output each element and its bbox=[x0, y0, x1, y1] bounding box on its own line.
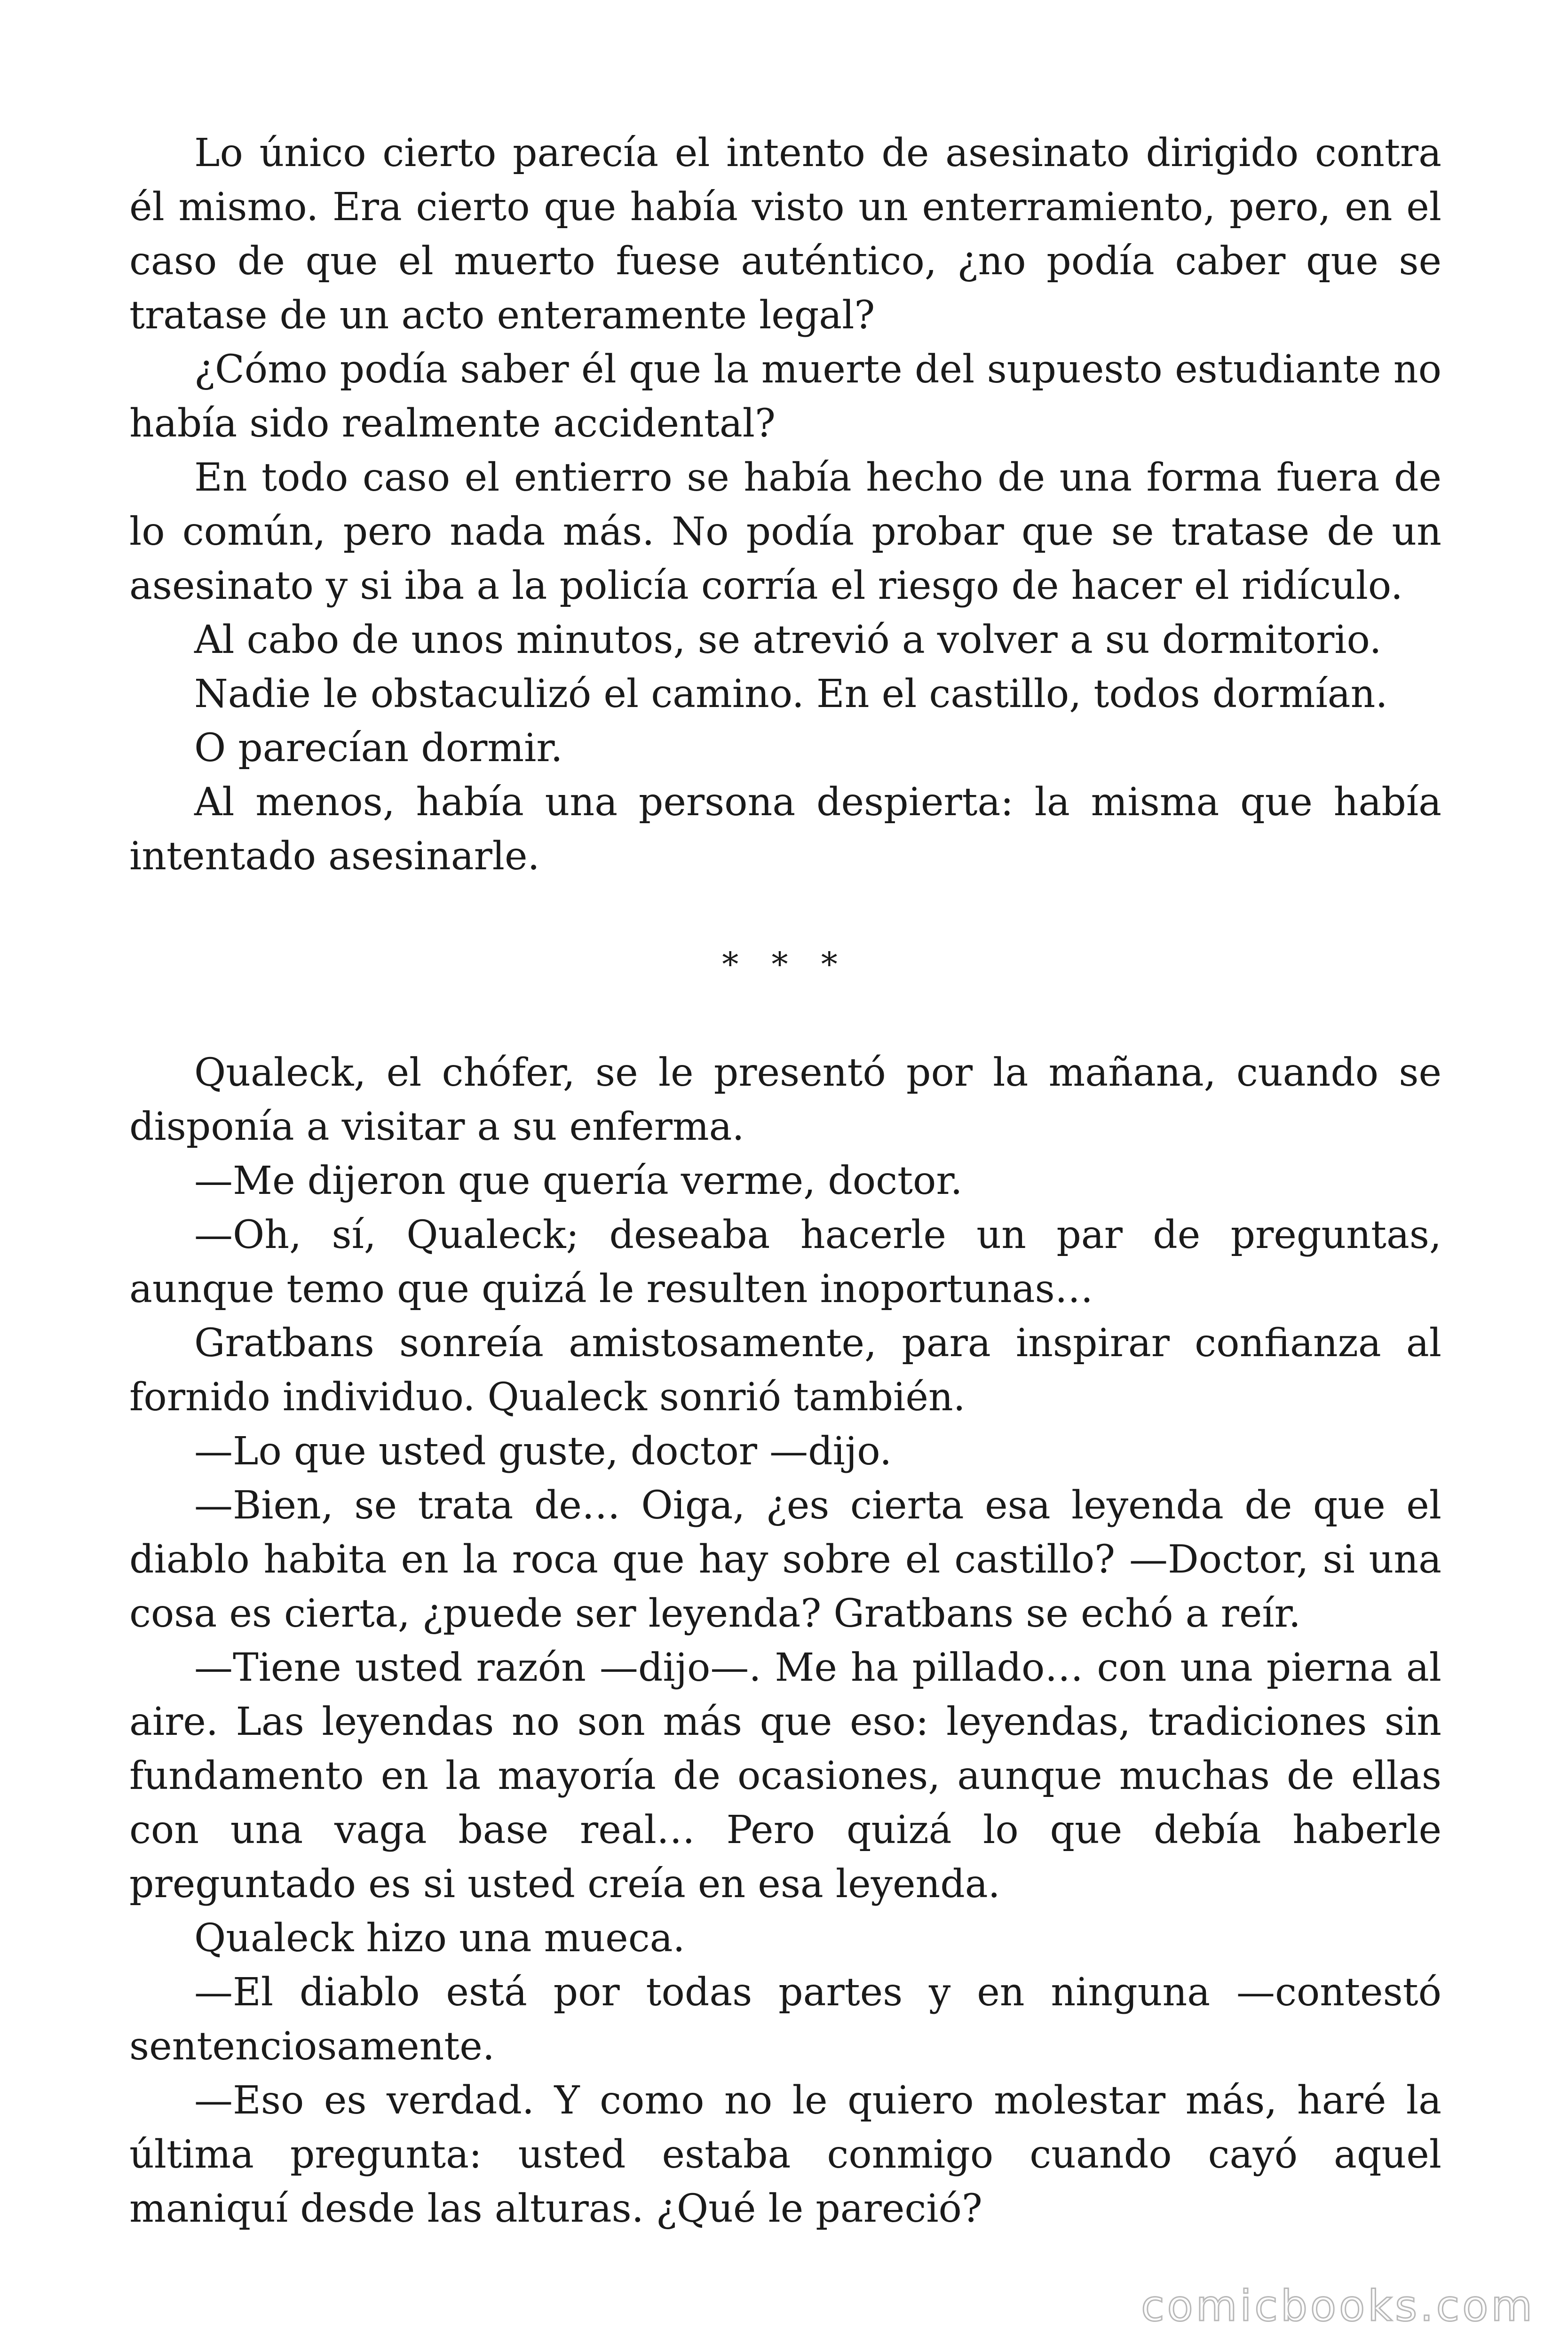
paragraph: Gratbans sonreía amistosamente, para inspirar confianza al fornido individuo. Qualeck sonrió también. bbox=[129, 1321, 1441, 1420]
paragraph: —Bien, se trata de… Oiga, ¿es cierta esa leyenda de que el diablo habita en la roca que hay sobre el castillo? —Doctor, si una cosa es cierta, ¿puede ser leyenda? Gratbans se echó a reír. bbox=[129, 1483, 1441, 1636]
paragraph: Nadie le obstaculizó el camino. En el castillo, todos dormían. bbox=[194, 672, 1388, 716]
paragraph: —Oh, sí, Qualeck; deseaba hacerle un par de preguntas, aunque temo que quizá le resulten inoportunas… bbox=[129, 1213, 1441, 1311]
paragraph: Qualeck, el chófer, se le presentó por la mañana, cuando se disponía a visitar a su enferma. bbox=[129, 1050, 1441, 1149]
paragraph: —Me dijeron que quería verme, doctor. bbox=[194, 1159, 963, 1203]
paragraph: —Lo que usted guste, doctor —dijo. bbox=[194, 1429, 892, 1474]
page-body bbox=[129, 126, 1441, 2236]
paragraph: Al menos, había una persona despierta: la misma que había intentado asesinarle. bbox=[129, 780, 1441, 879]
section-divider: * * * bbox=[722, 945, 849, 984]
paragraph: En todo caso el entierro se había hecho de una forma fuera de lo común, pero nada más. No podía probar que se tratase de un asesinato y si iba a la policía corría el riesgo de hacer el ridículo. bbox=[129, 455, 1441, 608]
paragraph: Qualeck hizo una mueca. bbox=[194, 1916, 685, 1961]
paragraph: Al cabo de unos minutos, se atrevió a volver a su dormitorio. bbox=[194, 618, 1382, 662]
paragraph: Lo único cierto parecía el intento de asesinato dirigido contra él mismo. Era cierto que había visto un enterramiento, pero, en el caso de que el muerto fuese auténtico, ¿no podía caber que se tratase de un acto enteramente legal? bbox=[129, 131, 1441, 338]
watermark: comicbooks.com bbox=[1141, 2281, 1535, 2331]
paragraph: O parecían dormir. bbox=[194, 726, 563, 771]
paragraph: —Tiene usted razón —dijo—. Me ha pillado… con una pierna al aire. Las leyendas no son más que eso: leyendas, tradiciones sin fundamento en la mayoría de ocasiones, aunque muchas de ellas con una vaga base real… Pero quizá lo que debía haberle preguntado es si usted creía en esa leyenda. bbox=[129, 1645, 1441, 1907]
paragraph: ¿Cómo podía saber él que la muerte del supuesto estudiante no había sido realmente accidental? bbox=[129, 347, 1441, 446]
paragraph: —Eso es verdad. Y como no le quiero molestar más, haré la última pregunta: usted estaba conmigo cuando cayó aquel maniquí desde las alturas. ¿Qué le pareció? bbox=[129, 2078, 1441, 2231]
paragraph: —El diablo está por todas partes y en ninguna —contestó sentenciosamente. bbox=[129, 1970, 1441, 2069]
